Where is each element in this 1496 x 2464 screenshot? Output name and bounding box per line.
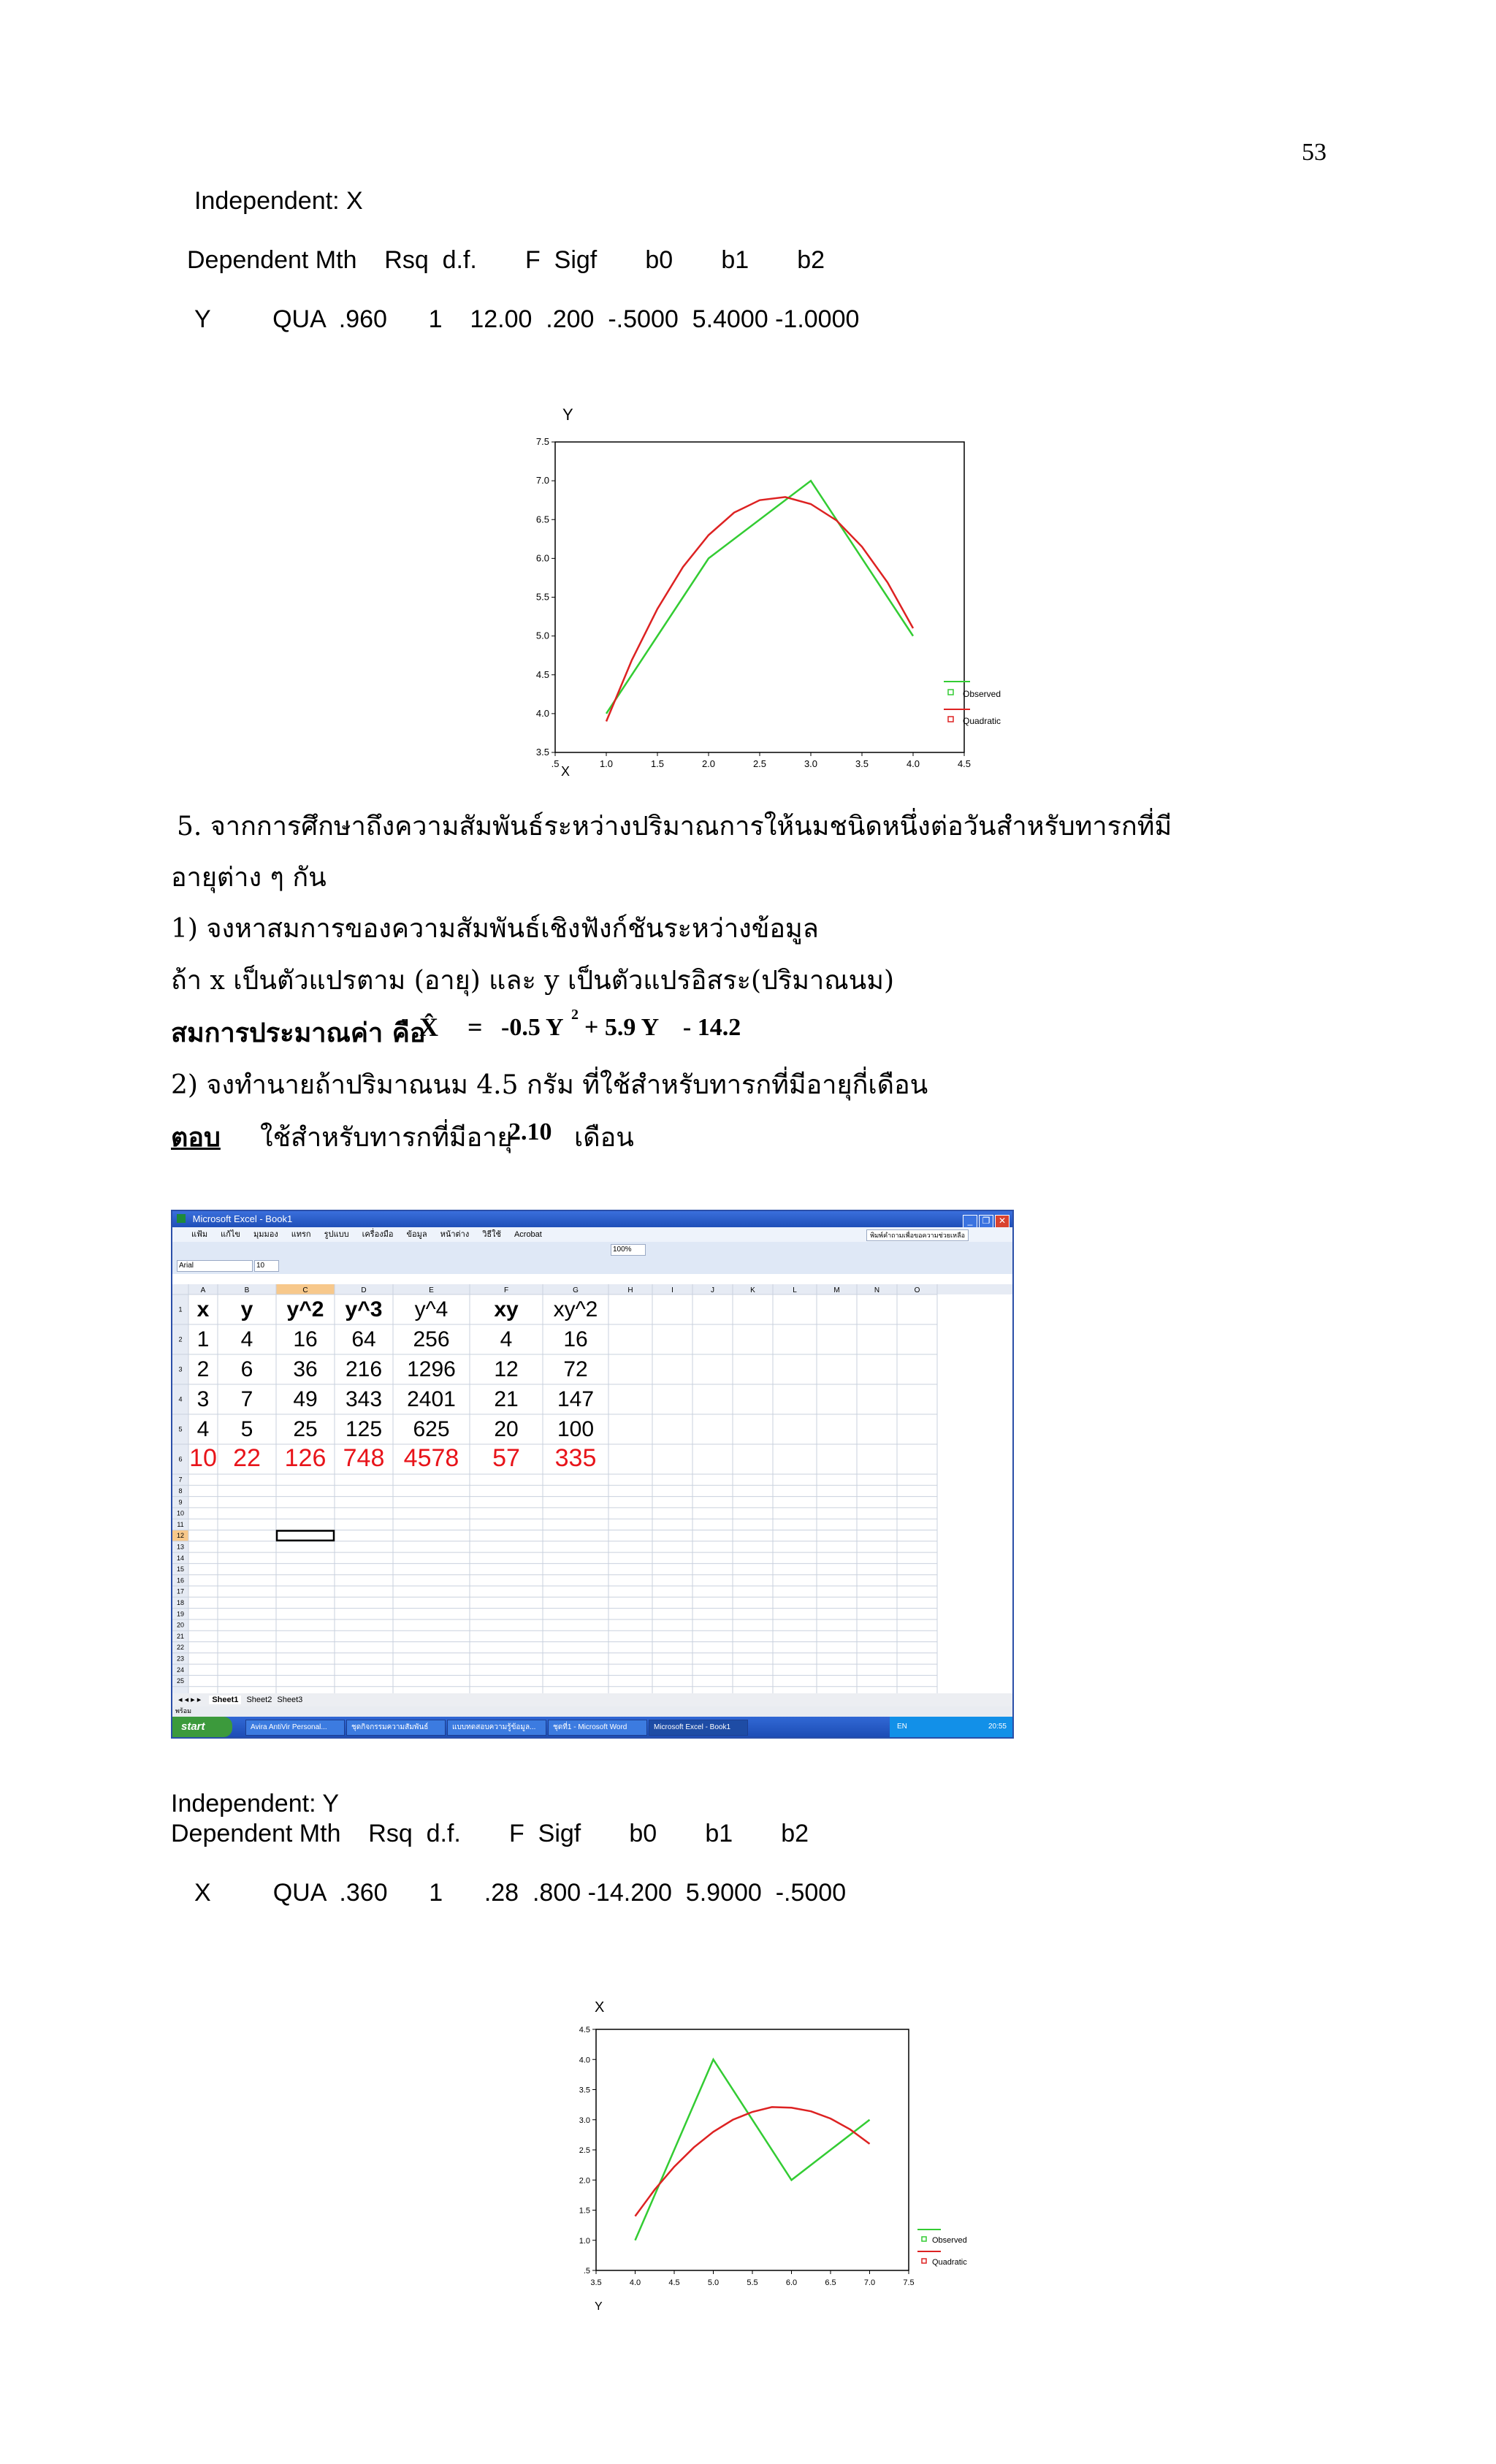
excel-menu-item[interactable]: Acrobat [514,1230,542,1239]
excel-menu-item[interactable]: ข้อมูล [406,1230,427,1239]
row-header[interactable]: 12 [176,1532,185,1540]
data-cell[interactable]: 72 [563,1357,588,1381]
c2-y-tick-label: 1.0 [579,2236,590,2246]
chart1 [526,398,1037,785]
data-cell[interactable]: 125 [345,1417,383,1441]
c1-x-tick-label: 1.0 [599,758,614,769]
row-header[interactable]: 1 [178,1305,183,1313]
data-cell[interactable]: 16 [563,1327,588,1351]
equation-term-a: -0.5 Y [501,1014,564,1041]
c1-y-tick-label: 7.0 [535,475,549,487]
equation-superscript: 2 [571,1007,579,1023]
regression1-independent: Independent: X [194,187,363,215]
formula-bar[interactable] [172,1274,1012,1285]
problem-line4: ถ้า x เป็นตัวแปรตาม (อายุ) และ y เป็นตัวแปรอิสระ(ปริมาณนม) [171,966,894,996]
column-header[interactable]: L [793,1286,797,1294]
column-header[interactable]: I [671,1286,673,1294]
row-header[interactable]: 18 [176,1598,185,1606]
c2-x-tick-label: 6.0 [785,2278,798,2287]
chart1-plot-frame [555,442,964,752]
chart1-legend-observed: Observed [963,689,1001,699]
excel-menu-item[interactable]: แทรก [291,1230,311,1239]
chart2-y-title: X [595,1999,605,2015]
total-cell[interactable]: 57 [492,1444,520,1472]
answer-unit: เดือน [574,1123,634,1153]
c1-y-tick-label: 4.5 [535,668,549,680]
row-header[interactable]: 20 [176,1621,185,1629]
data-cell[interactable]: 16 [293,1327,318,1351]
c1-y-tick-label: 6.0 [535,552,549,564]
data-cell[interactable]: 6 [240,1357,253,1381]
chart2 [562,1994,1030,2316]
excel-menu-item[interactable]: แฟ้ม [191,1230,208,1239]
c2-x-tick-label: 6.5 [825,2278,836,2287]
header-cell[interactable]: y^3 [345,1297,383,1321]
data-cell[interactable]: 1 [196,1327,210,1351]
page-number: 53 [1302,139,1327,166]
equation-label: สมการประมาณค่า คือ [171,1018,426,1048]
row-header[interactable]: 24 [176,1666,185,1674]
column-header[interactable]: M [833,1286,840,1294]
answer-value: 2.10 [508,1118,552,1145]
c2-y-tick-label: 4.5 [579,2026,590,2034]
system-tray [890,1717,1012,1737]
equation-xhat: X̂ [419,1012,438,1042]
c2-x-tick-label: 4.5 [668,2278,680,2287]
minimize-icon[interactable]: _ [963,1215,977,1229]
regression1-row: Y QUA .960 1 12.00 .200 -.5000 5.4000 -1.0000 [194,305,860,333]
data-cell[interactable]: 3 [196,1387,210,1411]
c2-x-tick-label: 5.0 [707,2278,720,2287]
c1-y-tick-label: 6.5 [535,514,549,525]
taskbar-item-3[interactable]: แบบทดสอบความรู้ข้อมูล... [447,1720,546,1736]
sheet-tab-1[interactable]: Sheet1 [209,1696,241,1704]
excel-menu-bar [172,1227,1012,1242]
c2-x-tick-label: 5.5 [747,2278,758,2287]
data-cell[interactable]: 12 [494,1357,519,1381]
c1-x-tick-label: .5 [551,758,560,769]
taskbar-item-1[interactable]: Avira AntiVir Personal... [245,1720,345,1736]
chart2-legend-quadratic: Quadratic [932,2258,967,2267]
c2-x-tick-label: 7.5 [903,2278,915,2287]
data-cell[interactable]: 5 [240,1417,253,1441]
data-cell[interactable]: 21 [494,1387,519,1411]
header-cell[interactable]: y^4 [414,1297,449,1321]
c1-x-tick-label: 4.5 [957,758,972,769]
taskbar-item-4[interactable]: ชุดที่1 - Microsoft Word [548,1720,647,1736]
c2-x-tick-label: 4.0 [629,2278,641,2287]
regression2-header: Dependent Mth Rsq d.f. F Sigf b0 b1 b2 [171,1820,809,1847]
c1-x-tick-label: 1.5 [650,758,665,769]
column-header[interactable]: N [874,1286,880,1294]
data-cell[interactable]: 4 [196,1417,210,1441]
c1-x-tick-label: 2.0 [701,758,716,769]
taskbar-item-2[interactable]: ชุดกิจกรรมความสัมพันธ์ [346,1720,446,1736]
row-header[interactable]: 17 [176,1587,185,1595]
row-header[interactable]: 21 [176,1632,185,1640]
data-cell[interactable]: 2 [196,1357,210,1381]
data-cell[interactable]: 1296 [407,1357,456,1381]
equation-term-b: + 5.9 Y - 14.2 [584,1014,741,1041]
total-cell[interactable]: 748 [343,1444,385,1472]
excel-format-toolbar [172,1258,1012,1275]
data-cell[interactable]: 49 [293,1387,318,1411]
answer-text: ใช้สำหรับทารกที่มีอายุ [260,1123,513,1153]
sheet-tab-3[interactable]: Sheet3 [277,1696,303,1704]
data-cell[interactable]: 36 [293,1357,318,1381]
taskbar-item-5[interactable]: Microsoft Excel - Book1 [649,1720,748,1736]
chart2-legend-observed: Observed [932,2236,967,2245]
row-header[interactable]: 2 [178,1335,183,1343]
excel-app-icon [177,1214,186,1223]
c2-x-tick-label: 3.5 [590,2278,602,2287]
c1-x-tick-label: 3.0 [804,758,818,769]
help-search-box[interactable]: พิมพ์คำถามเพื่อขอความช่วยเหลือ [866,1229,969,1241]
total-cell[interactable]: 335 [554,1444,597,1472]
c2-y-tick-label: 2.0 [579,2176,590,2186]
problem-line6: 2) จงทำนายถ้าปริมาณนม 4.5 กรัม ที่ใช้สำหรับทารกที่มีอายุกี่เดือน [171,1070,928,1100]
data-cell[interactable]: 100 [557,1417,595,1441]
problem-line1: 5. จากการศึกษาถึงความสัมพันธ์ระหว่างปริมาณการให้นมชนิดหนึ่งต่อวันสำหรับทารกที่มี [177,812,1172,842]
excel-worksheet-grid[interactable] [172,1284,1012,1693]
row-header[interactable]: 5 [178,1425,183,1433]
regression2-row: X QUA .360 1 .28 .800 -14.200 5.9000 -.5000 [194,1879,847,1907]
windows-taskbar [172,1717,1012,1737]
status-bar [172,1706,1012,1717]
row-header[interactable]: 25 [176,1677,185,1685]
close-icon[interactable]: ✕ [995,1215,1010,1229]
row-header[interactable]: 4 [178,1395,183,1403]
c1-y-tick-label: 3.5 [535,747,549,758]
row-header[interactable]: 9 [178,1498,183,1506]
selected-cell [277,1531,334,1541]
column-header[interactable]: K [750,1286,755,1294]
chart1-legend-quadratic: Quadratic [963,716,1001,726]
c2-y-tick-label: 3.0 [579,2116,590,2125]
column-header[interactable]: B [244,1286,250,1294]
regression1-header: Dependent Mth Rsq d.f. F Sigf b0 b1 b2 [187,246,825,274]
chart2-plot-frame [596,2029,909,2270]
column-header[interactable]: F [503,1286,509,1294]
header-cell[interactable]: y^2 [286,1297,324,1321]
excel-menu-item[interactable]: หน้าต่าง [440,1230,470,1239]
row-header[interactable]: 14 [176,1554,185,1562]
data-cell[interactable]: 256 [413,1327,450,1351]
row-header[interactable]: 15 [176,1565,185,1574]
data-cell[interactable]: 625 [413,1417,450,1441]
c1-x-tick-label: 3.5 [855,758,869,769]
total-cell[interactable]: 4578 [403,1444,459,1472]
c2-y-tick-label: 2.5 [579,2146,590,2155]
data-cell[interactable]: 147 [557,1387,595,1411]
status-text: พร้อม [175,1708,192,1715]
tray-clock: 20:55 [988,1723,1007,1731]
c2-y-tick-label: 4.0 [579,2056,590,2065]
data-cell[interactable]: 4 [240,1327,253,1351]
problem-line3: 1) จงหาสมการของความสัมพันธ์เชิงฟังก์ชันระหว่างข้อมูล [171,914,819,944]
data-cell[interactable]: 7 [240,1387,253,1411]
excel-menu-item[interactable]: มุมมอง [253,1230,278,1239]
c1-x-tick-label: 2.5 [752,758,767,769]
row-header[interactable]: 11 [177,1520,184,1528]
column-header[interactable]: O [914,1286,920,1294]
column-header[interactable]: H [627,1286,633,1294]
c2-y-tick-label: .5 [583,2267,590,2276]
total-cell[interactable]: 22 [233,1444,261,1472]
regression2-independent: Independent: Y [171,1790,340,1818]
answer-label: ตอบ [171,1122,221,1153]
column-header[interactable]: D [361,1286,367,1294]
chart2-x-title: Y [595,2300,603,2313]
row-header[interactable]: 10 [176,1509,185,1517]
c1-y-tick-label: 4.0 [535,707,549,719]
excel-standard-toolbar [172,1242,1012,1259]
row-header[interactable]: 7 [178,1476,183,1484]
sheet-tabs: ◂ ◂ ▸ ▸ Sheet1 Sheet2 Sheet3 [172,1693,1012,1706]
total-cell[interactable]: 10 [189,1444,217,1472]
chart2-legend [917,2230,967,2267]
c1-x-tick-label: 4.0 [906,758,920,769]
column-header[interactable]: C [302,1286,308,1294]
data-cell[interactable]: 64 [351,1327,376,1351]
c1-y-tick-label: 7.5 [535,436,549,447]
c2-x-tick-label: 7.0 [863,2278,876,2287]
c1-y-tick-label: 5.0 [535,630,549,641]
excel-menu-item[interactable]: เครื่องมือ [362,1230,394,1239]
row-header[interactable]: 8 [178,1487,183,1495]
excel-window [171,1210,1014,1739]
header-cell[interactable]: xy^2 [553,1297,598,1321]
row-header[interactable]: 6 [178,1455,183,1463]
c2-y-tick-label: 1.5 [579,2206,590,2216]
data-cell[interactable]: 2401 [407,1387,456,1411]
c2-y-tick-label: 3.5 [579,2086,590,2095]
row-header[interactable]: 19 [176,1610,185,1618]
excel-menu-item[interactable]: แก้ไข [221,1230,240,1239]
equation-equals: = [468,1012,483,1042]
problem-line2: อายุต่าง ๆ กัน [171,863,327,893]
excel-title: Microsoft Excel - Book1 [192,1213,293,1224]
excel-title-bar [172,1211,1012,1227]
total-cell[interactable]: 126 [284,1444,327,1472]
zoom-select[interactable]: 100% [611,1244,646,1256]
row-header[interactable]: 23 [176,1655,185,1663]
column-header[interactable]: J [711,1286,714,1294]
data-cell[interactable]: 4 [500,1327,513,1351]
column-header[interactable]: E [429,1286,434,1294]
c1-y-tick-label: 5.5 [535,591,549,603]
font-name-select[interactable]: Arial [177,1260,253,1272]
start-button[interactable]: start [172,1717,232,1737]
header-cell[interactable]: y [240,1297,253,1321]
data-cell[interactable]: 216 [345,1357,383,1381]
excel-menu-item[interactable]: วิธีใช้ [482,1230,501,1239]
restore-icon[interactable]: ❐ [979,1215,993,1229]
row-header[interactable]: 3 [178,1365,183,1373]
column-header[interactable]: G [573,1286,579,1294]
row-header[interactable]: 16 [176,1576,185,1584]
column-header[interactable]: A [200,1286,206,1294]
font-size-select[interactable]: 10 [254,1260,279,1272]
header-cell[interactable]: x [196,1297,210,1321]
data-cell[interactable]: 343 [345,1387,383,1411]
tray-language[interactable]: EN [897,1723,907,1731]
chart1-y-title: Y [562,405,573,424]
row-header[interactable]: 22 [176,1644,185,1652]
data-cell[interactable]: 20 [494,1417,519,1441]
data-cell[interactable]: 25 [293,1417,318,1441]
row-header[interactable]: 13 [176,1543,185,1551]
header-cell[interactable]: xy [494,1297,519,1321]
sheet-tab-2[interactable]: Sheet2 [246,1696,272,1704]
chart1-x-title: X [561,764,570,779]
excel-menu-item[interactable]: รูปแบบ [324,1230,349,1239]
